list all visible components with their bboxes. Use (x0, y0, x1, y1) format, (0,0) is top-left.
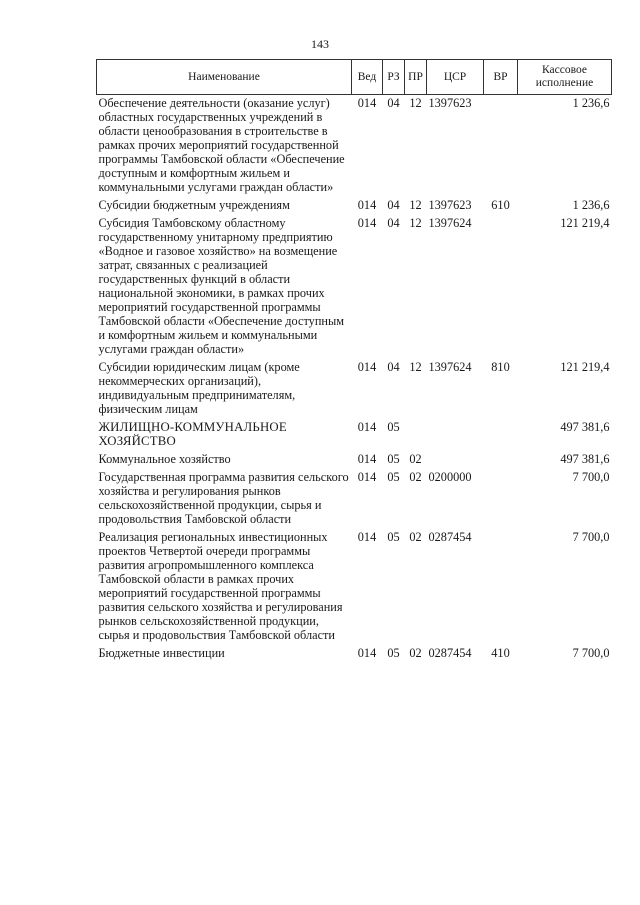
cell-amount: 7 700,0 (572, 646, 610, 660)
table-row (97, 419, 612, 451)
header-vr: ВР (484, 60, 518, 95)
cell-amount: 497 381,6 (560, 452, 610, 466)
budget-table (96, 59, 612, 663)
cell-vr: 410 (491, 646, 510, 660)
cell-ved: 014 (357, 530, 377, 544)
cell-ved: 014 (357, 420, 377, 434)
cell-pr: 02 (409, 470, 422, 484)
cell-amount: 7 700,0 (572, 530, 610, 544)
cell-ved: 014 (357, 452, 377, 466)
cell-ved: 014 (357, 198, 377, 212)
cell-ved: 014 (357, 360, 377, 374)
cell-vr (484, 95, 518, 198)
cell-amount: 1 236,6 (572, 198, 610, 212)
cell-name: Субсидии бюджетным учреждениям (98, 198, 290, 212)
cell-vr (484, 451, 518, 469)
cell-pr (405, 419, 427, 451)
cell-name: Субсидия Тамбовскому областному государственному унитарному предприятию «Водное и газовое хозяйство» на возмещение затрат, связанных с реализацией государственных функций в области национальной экономики, в рамках прочих мероприятий государственной программы Тамбовской области «Обеспечение доступным и комфортным жильем и коммунальными услугами граждан области» (98, 216, 345, 356)
cell-pr: 02 (409, 646, 422, 660)
cell-name: ЖИЛИЩНО-КОММУНАЛЬНОЕ ХОЗЯЙСТВО (98, 420, 287, 448)
cell-pr: 12 (409, 96, 422, 110)
cell-pr: 02 (409, 452, 422, 466)
cell-rz: 05 (387, 452, 400, 466)
cell-csr: 1397623 (428, 198, 472, 212)
cell-pr: 12 (409, 198, 422, 212)
table-row (97, 451, 612, 469)
cell-ved: 014 (357, 646, 377, 660)
cell-name: Субсидии юридическим лицам (кроме некоммерческих организаций), индивидуальным предпринимателям, физическим лицам (98, 360, 300, 416)
table-row (97, 359, 612, 419)
cell-pr: 12 (409, 360, 422, 374)
header-amount: Кассовое исполнение (518, 60, 612, 95)
table-header-row (97, 60, 612, 95)
table-row (97, 95, 612, 198)
cell-rz: 04 (387, 360, 400, 374)
cell-ved: 014 (357, 470, 377, 484)
header-csr: ЦСР (427, 60, 484, 95)
table-row (97, 645, 612, 663)
cell-vr (484, 469, 518, 529)
cell-vr (484, 419, 518, 451)
cell-csr: 0287454 (428, 530, 472, 544)
cell-rz: 04 (387, 198, 400, 212)
cell-pr: 02 (409, 530, 422, 544)
cell-name: Бюджетные инвестиции (98, 646, 225, 660)
cell-amount: 121 219,4 (560, 360, 610, 374)
cell-amount: 121 219,4 (560, 216, 610, 230)
cell-csr (427, 451, 484, 469)
header-rz: РЗ (383, 60, 405, 95)
cell-vr (484, 215, 518, 359)
cell-ved: 014 (357, 96, 377, 110)
cell-vr: 810 (491, 360, 510, 374)
cell-csr (427, 419, 484, 451)
cell-rz: 04 (387, 96, 400, 110)
cell-vr (484, 529, 518, 645)
header-name: Наименование (97, 60, 352, 95)
cell-pr: 12 (409, 216, 422, 230)
cell-amount: 1 236,6 (572, 96, 610, 110)
cell-rz: 05 (387, 646, 400, 660)
header-ved: Вед (352, 60, 383, 95)
table-row (97, 197, 612, 215)
cell-rz: 05 (387, 470, 400, 484)
page-number: 143 (311, 37, 329, 51)
cell-csr: 1397624 (428, 360, 472, 374)
cell-ved: 014 (357, 216, 377, 230)
cell-csr: 0200000 (428, 470, 472, 484)
cell-csr: 0287454 (428, 646, 472, 660)
cell-name: Реализация региональных инвестиционных проектов Четвертой очереди программы развития агропромышленного комплекса Тамбовской области в рамках прочих мероприятий государственной программы развития сельского хозяйства и регулирования рынков сельскохозяйственной продукции, сырья и продовольствия Тамбовской области (98, 530, 343, 642)
header-pr: ПР (405, 60, 427, 95)
cell-name: Коммунальное хозяйство (98, 452, 231, 466)
table-row (97, 215, 612, 359)
cell-amount: 497 381,6 (560, 420, 610, 434)
table-row (97, 469, 612, 529)
cell-rz: 05 (387, 530, 400, 544)
cell-vr: 610 (491, 198, 510, 212)
cell-amount: 7 700,0 (572, 470, 610, 484)
cell-name: Обеспечение деятельности (оказание услуг) областных государственных учреждений в области ценообразования в строительстве в рамках прочих мероприятий государственной программы Тамбовской области «Обеспечение доступным и комфортным жильем и коммунальными услугами граждан области» (98, 96, 345, 194)
cell-rz: 04 (387, 216, 400, 230)
cell-csr: 1397623 (428, 96, 472, 110)
cell-rz: 05 (387, 420, 400, 434)
table-row (97, 529, 612, 645)
cell-csr: 1397624 (428, 216, 472, 230)
cell-name: Государственная программа развития сельского хозяйства и регулирования рынков сельскохозяйственной продукции, сырья и продовольствия Тамбовской области (98, 470, 349, 526)
